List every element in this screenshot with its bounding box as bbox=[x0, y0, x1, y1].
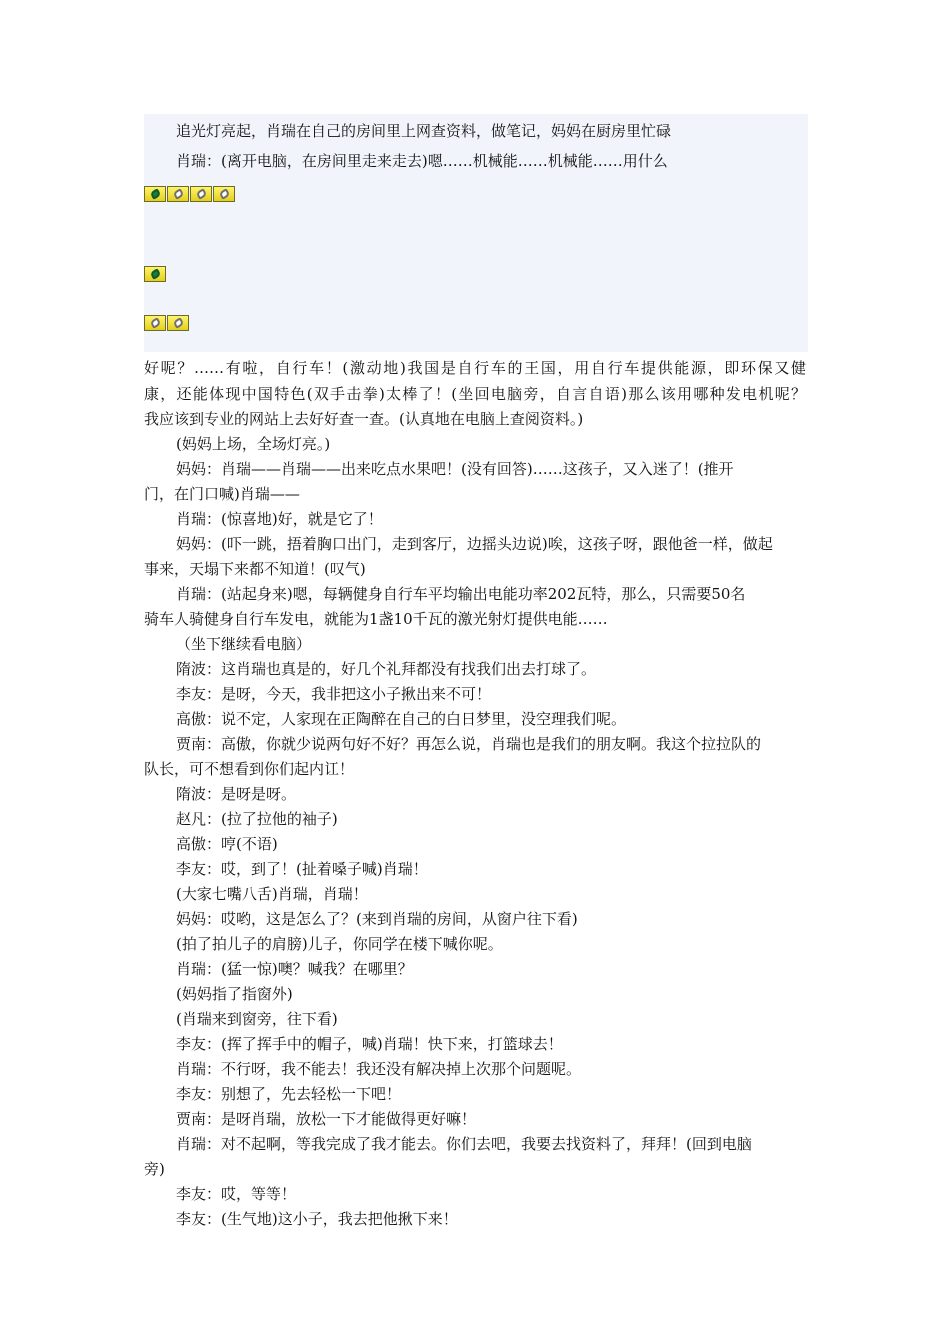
text-line: 肖瑞：对不起啊，等我完成了我才能去。你们去吧，我要去找资料了，拜拜！(回到电脑 bbox=[176, 1135, 752, 1153]
icon-row bbox=[144, 266, 166, 282]
text-line: 事来，天塌下来都不知道！(叹气) bbox=[144, 560, 366, 578]
text-line: 骑车人骑健身自行车发电，就能为1盏10千瓦的激光射灯提供电能…… bbox=[144, 610, 608, 628]
music-note-icon bbox=[144, 186, 166, 202]
text-line: 隋波：是呀是呀。 bbox=[176, 785, 297, 803]
text-line: 肖瑞：(猛一惊)噢？喊我？在哪里？ bbox=[176, 960, 413, 978]
text-line: 李友：哎，等等！ bbox=[176, 1185, 297, 1203]
text-line: 高傲：说不定，人家现在正陶醉在自己的白日梦里，没空理我们呢。 bbox=[176, 710, 627, 728]
icon-row bbox=[144, 186, 235, 202]
text-line: 贾南：是呀肖瑞，放松一下才能做得更好嘛！ bbox=[176, 1110, 477, 1128]
text-line: 李友：(挥了挥手中的帽子，喊)肖瑞！快下来，打篮球去！ bbox=[176, 1035, 563, 1053]
text-line: 肖瑞：不行呀，我不能去！我还没有解决掉上次那个问题呢。 bbox=[176, 1060, 582, 1078]
text-line: 旁) bbox=[144, 1160, 165, 1178]
text-line: 隋波：这肖瑞也真是的，好几个礼拜都没有找我们出去打球了。 bbox=[176, 660, 597, 678]
text-line: 肖瑞：(惊喜地)好，就是它了！ bbox=[176, 510, 383, 528]
text-line: 贾南：高傲，你就少说两句好不好？再怎么说，肖瑞也是我们的朋友啊。我这个拉拉队的 bbox=[176, 735, 762, 753]
music-note-icon bbox=[213, 186, 235, 202]
text-line: 队长，可不想看到你们起内讧！ bbox=[144, 760, 355, 778]
text-line: 门，在门口喊)肖瑞—— bbox=[144, 485, 300, 503]
music-note-icon bbox=[190, 186, 212, 202]
text-line: 高傲：哼(不语) bbox=[176, 835, 278, 853]
text-line: (大家七嘴八舌)肖瑞，肖瑞！ bbox=[176, 885, 368, 903]
text-line: 追光灯亮起，肖瑞在自己的房间里上网查资料，做笔记，妈妈在厨房里忙碌 bbox=[176, 122, 672, 140]
text-line: 李友：别想了，先去轻松一下吧！ bbox=[176, 1085, 402, 1103]
text-line: 肖瑞：(离开电脑，在房间里走来走去)嗯……机械能……机械能……用什么 bbox=[176, 152, 668, 170]
text-line: 好呢？……有啦，自行车！(激动地)我国是自行车的王国，用自行车提供能源，即环保又健 bbox=[144, 359, 806, 377]
text-line: 妈妈：(吓一跳，捂着胸口出门，走到客厅，边摇头边说)唉，这孩子呀，跟他爸一样，做起 bbox=[176, 535, 773, 553]
music-note-icon bbox=[144, 315, 166, 331]
music-note-icon bbox=[144, 266, 166, 282]
icon-row bbox=[144, 315, 189, 331]
text-line: 肖瑞：(站起身来)嗯，每辆健身自行车平均输出电能功率202瓦特，那么，只需要50名 bbox=[176, 585, 746, 603]
text-line: 赵凡：(拉了拉他的袖子) bbox=[176, 810, 338, 828]
text-line: 妈妈：哎哟，这是怎么了？(来到肖瑞的房间，从窗户往下看) bbox=[176, 910, 578, 928]
text-line: 妈妈：肖瑞——肖瑞——出来吃点水果吧！(没有回答)……这孩子，又入迷了！(推开 bbox=[176, 460, 734, 478]
text-line: 李友：是呀，今天，我非把这小子揪出来不可！ bbox=[176, 685, 492, 703]
text-line: 李友：哎，到了！(扯着嗓子喊)肖瑞！ bbox=[176, 860, 428, 878]
music-note-icon bbox=[167, 186, 189, 202]
text-line: 李友：(生气地)这小子，我去把他揪下来！ bbox=[176, 1210, 458, 1228]
text-line: 我应该到专业的网站上去好好查一查。(认真地在电脑上查阅资料。) bbox=[144, 410, 584, 428]
music-note-icon bbox=[167, 315, 189, 331]
text-line: (肖瑞来到窗旁，往下看) bbox=[176, 1010, 338, 1028]
shaded-region bbox=[144, 114, 808, 352]
text-line: (妈妈指了指窗外) bbox=[176, 985, 293, 1003]
text-line: 康，还能体现中国特色(双手击拳)太棒了！(坐回电脑旁，自言自语)那么该用哪种发电机呢？ bbox=[144, 385, 806, 403]
text-line: (妈妈上场，全场灯亮。) bbox=[176, 435, 331, 453]
text-line: (拍了拍儿子的肩膀)儿子，你同学在楼下喊你呢。 bbox=[176, 935, 503, 953]
text-line: （坐下继续看电脑） bbox=[176, 635, 312, 653]
